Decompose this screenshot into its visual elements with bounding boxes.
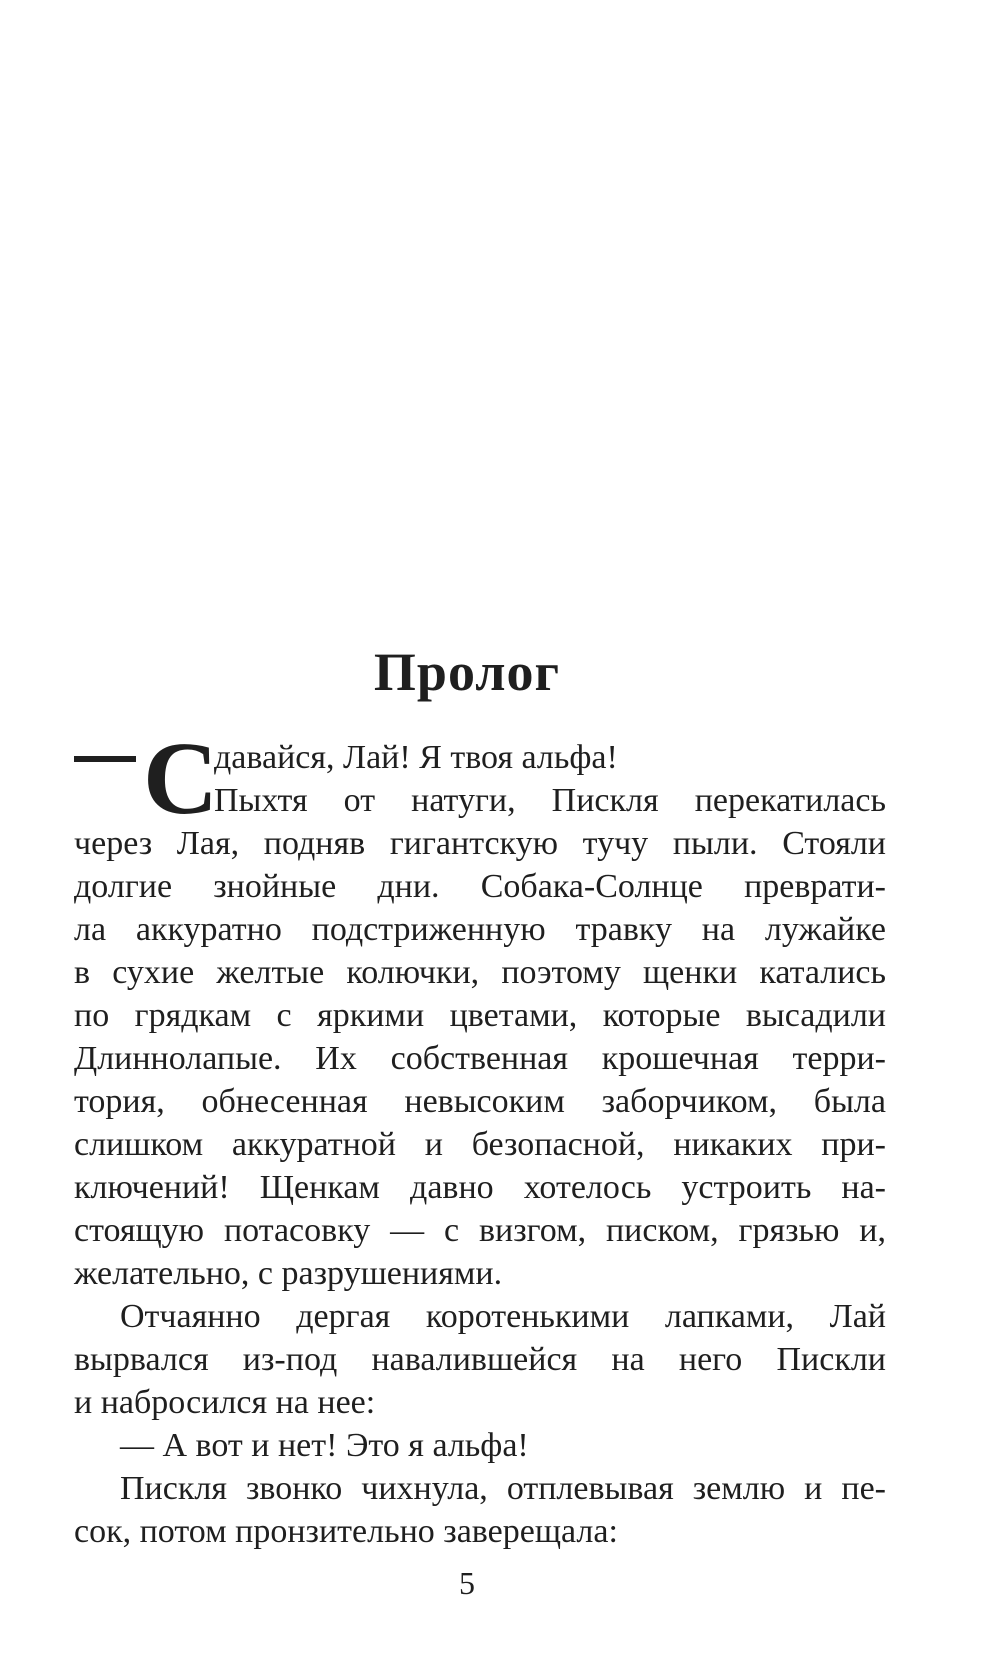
text-line: тория, обнесенная невысоким заборчиком, была	[74, 1083, 886, 1120]
text-line: стоящую потасовку — с визгом, писком, грязью и,	[74, 1212, 886, 1249]
text-line: долгие знойные дни. Собака-Солнце преврати-	[74, 868, 886, 905]
drop-cap-letter: С	[143, 721, 219, 836]
text-line: по грядкам с яркими цветами, которые высадили	[74, 997, 886, 1034]
paragraph-2	[74, 1295, 886, 1424]
text-line: слишком аккуратной и безопасной, никаких при-	[74, 1126, 886, 1163]
text-line: сок, потом пронзительно заверещала:	[74, 1513, 618, 1550]
text-line: вырвался из-под навалившейся на него Пискли	[74, 1341, 886, 1378]
chapter-title: Пролог	[373, 642, 561, 702]
text-line: в сухие желтые колючки, поэтому щенки катались	[74, 954, 886, 991]
text-line: Пискля звонко чихнула, отплевывая землю и пе-	[120, 1470, 886, 1507]
paragraph-4	[74, 1467, 886, 1553]
text-line: ключений! Щенкам давно хотелось устроить на-	[74, 1169, 886, 1206]
text-line: желательно, с разрушениями.	[74, 1255, 503, 1292]
paragraph-3	[74, 1424, 886, 1467]
text-line: ла аккуратно подстриженную травку на лужайке	[74, 911, 886, 948]
text-line: — А вот и нет! Это я альфа!	[120, 1427, 529, 1464]
paragraph-1-body	[74, 822, 886, 1295]
page-number: 5	[459, 1565, 475, 1601]
text-line: и набросился на нее:	[74, 1384, 376, 1421]
paragraph-1-line-1: давайся, Лай! Я твоя альфа!	[214, 739, 618, 776]
text-line: Отчаянно дергая коротенькими лапками, Лай	[120, 1298, 886, 1335]
text-line: Длиннолапые. Их собственная крошечная терри-	[74, 1040, 886, 1077]
dialogue-dash	[74, 756, 136, 762]
paragraph-1-line-2: Пыхтя от натуги, Пискля перекатилась	[214, 782, 886, 819]
text-line: через Лая, подняв гигантскую тучу пыли. Стояли	[74, 825, 886, 862]
